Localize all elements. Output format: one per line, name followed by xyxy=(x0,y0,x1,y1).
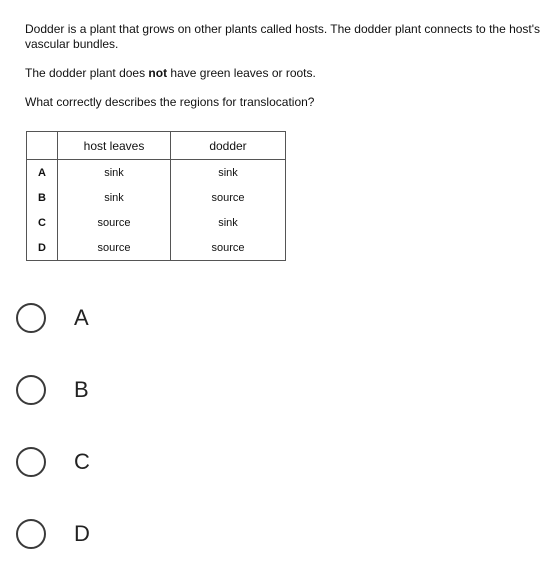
radio-button-c[interactable] xyxy=(16,447,46,477)
option-label-d: D xyxy=(74,521,90,546)
row-letter: C xyxy=(27,210,58,235)
host-leaves-cell: sink xyxy=(58,185,171,210)
note-text-end: have green leaves or roots. xyxy=(167,66,316,80)
option-label-a: A xyxy=(74,305,89,330)
host-leaves-cell: source xyxy=(58,235,171,261)
option-label-b: B xyxy=(74,377,89,402)
dodder-cell: sink xyxy=(171,210,286,235)
dodder-cell: source xyxy=(171,235,286,261)
radio-button-d[interactable] xyxy=(16,519,46,549)
note-text-start: The dodder plant does xyxy=(25,66,149,80)
table-header-row xyxy=(27,132,286,160)
row-letter: A xyxy=(27,160,58,186)
table-row xyxy=(27,185,286,210)
radio-button-a[interactable] xyxy=(16,303,46,333)
header-dodder: dodder xyxy=(171,132,286,160)
option-label-c: C xyxy=(74,449,90,474)
row-letter: D xyxy=(27,235,58,261)
option-b[interactable] xyxy=(16,372,90,408)
table-row xyxy=(27,160,286,186)
note-bold-word: not xyxy=(148,66,168,80)
dodder-cell: sink xyxy=(171,160,286,186)
host-leaves-cell: source xyxy=(58,210,171,235)
row-letter: B xyxy=(27,185,58,210)
question-text xyxy=(25,22,550,110)
question-intro: Dodder is a plant that grows on other plants called hosts. The dodder plant connects to the host's vascular bundles. xyxy=(25,22,541,51)
table-row xyxy=(27,235,286,261)
option-c[interactable] xyxy=(16,444,90,480)
answer-options xyxy=(16,300,90,588)
translocation-table xyxy=(26,131,286,261)
header-letter xyxy=(27,132,58,160)
host-leaves-cell: sink xyxy=(58,160,171,186)
table-row xyxy=(27,210,286,235)
question-note xyxy=(25,66,550,81)
dodder-cell: source xyxy=(171,185,286,210)
option-a[interactable] xyxy=(16,300,90,336)
option-d[interactable] xyxy=(16,516,90,552)
question-prompt: What correctly describes the regions for translocation? xyxy=(25,95,315,109)
radio-button-b[interactable] xyxy=(16,375,46,405)
header-host-leaves: host leaves xyxy=(58,132,171,160)
